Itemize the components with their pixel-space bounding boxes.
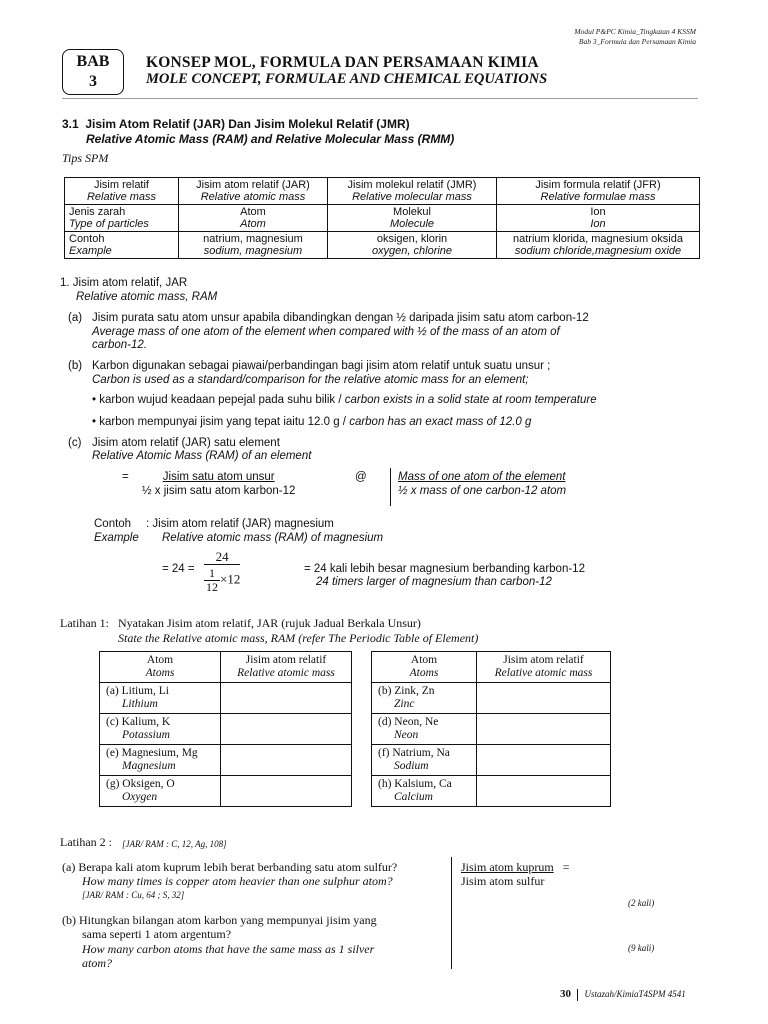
table-cell: oksigen, klorin oxygen, chlorine — [328, 232, 497, 259]
table-header-cell: Atom Atoms — [100, 652, 221, 683]
item1c-label: (c) — [68, 437, 82, 449]
exercise2b-english-2: atom? — [82, 956, 112, 970]
exercise2b-malay-1: (b) Hitungkan bilangan atom karbon yang mempunyai jisim yang — [62, 913, 377, 927]
table-cell: natrium, magnesium sodium, magnesium — [179, 232, 328, 259]
table-header-cell: Jisim molekul relatif (JMR) Relative molecular mass — [328, 178, 497, 205]
answer-cell[interactable] — [477, 776, 611, 807]
table-cell: Atom Atom — [179, 205, 328, 232]
section-number: 3.1 — [62, 117, 79, 131]
element-cell: (g) Oksigen, O Oxygen — [100, 776, 221, 807]
exercise2a-equals: = — [562, 860, 570, 874]
tips-spm-note: Tips SPM — [62, 151, 109, 165]
module-header-line2: Bab 3_Formula dan Persamaan Kimia — [578, 37, 696, 46]
table-header-cell: Atom Atoms — [372, 652, 477, 683]
element-cell: (b) Zink, Zn Zinc — [372, 683, 477, 714]
exercise2a-note: [JAR/ RAM : Cu, 64 ; S, 32] — [82, 890, 185, 900]
table-header-row — [372, 652, 611, 683]
answer-cell[interactable] — [477, 683, 611, 714]
answer-area-divider — [451, 857, 452, 969]
item1b-bullet-2: • karbon mempunyai jisim yang tepat iaitu 12.0 g / carbon has an exact mass of 12.0 g — [92, 416, 532, 428]
element-cell: (c) Kalium, K Potassium — [100, 714, 221, 745]
answer-cell[interactable] — [221, 745, 352, 776]
formula-or-symbol: @ — [355, 471, 367, 483]
table-header-row — [65, 178, 700, 205]
exercise2b-answer: (9 kali) — [628, 943, 655, 953]
answer-cell[interactable] — [221, 776, 352, 807]
table-cell: natrium klorida, magnesium oksida sodium chloride,magnesium oxide — [497, 232, 700, 259]
example-text-malay: : Jisim atom relatif (JAR) magnesium — [146, 518, 334, 530]
table-row — [65, 205, 700, 232]
exercise2a-fraction-denominator: Jisim atom sulfur — [461, 874, 545, 888]
calculation-numerator: 24 — [204, 549, 240, 565]
formula-divider — [390, 468, 391, 506]
item1b-english: Carbon is used as a standard/comparison for the relative atomic mass for an element; — [92, 374, 529, 386]
table-row — [372, 745, 611, 776]
element-cell: (d) Neon, Ne Neon — [372, 714, 477, 745]
formula-english-denominator: ½ x mass of one carbon-12 atom — [398, 484, 567, 497]
table-cell: Ion Ion — [497, 205, 700, 232]
exercise2a-answer: (2 kali) — [628, 898, 655, 908]
table-row — [100, 714, 352, 745]
exercise1-table-left — [99, 651, 352, 807]
exercise2-label: Latihan 2 : — [60, 835, 112, 849]
item1b-bullet-1: • karbon wujud keadaan pepejal pada suhu bilik / carbon exists in a solid state at room temperature — [92, 394, 597, 406]
calculation-prefix: = 24 = — [162, 563, 195, 575]
example-label-english: Example — [94, 532, 139, 544]
calculation-denominator: $\frac{1}{12}$ ×12 — [206, 566, 241, 594]
formula-equals: = — [122, 471, 129, 483]
item1a-english-1: Average mass of one atom of the element when compared with ½ of the mass of an atom of — [92, 326, 560, 338]
formula-english-numerator: Mass of one atom of the element — [398, 471, 566, 483]
calculation-fraction — [204, 549, 240, 594]
example-label-malay: Contoh — [94, 518, 132, 530]
formula-numerator: Jisim satu atom unsur — [162, 471, 275, 483]
answer-cell[interactable] — [221, 714, 352, 745]
exercise1-table-right — [371, 651, 611, 807]
exercise2b-malay-2: sama seperti 1 atom argentum? — [82, 927, 232, 941]
table-row — [372, 714, 611, 745]
section-title-malay: Jisim Atom Relatif (JAR) Dan Jisim Molekul Relatif (JMR) — [85, 117, 410, 131]
exercise2b-english-1: How many carbon atoms that have the same mass as 1 silver — [82, 942, 375, 956]
module-header — [574, 27, 696, 47]
exercise1-instruction-malay: Nyatakan Jisim atom relatif, JAR (rujuk Jadual Berkala Unsur) — [118, 616, 421, 630]
chapter-box — [62, 49, 124, 95]
element-cell: (a) Litium, Li Lithium — [100, 683, 221, 714]
example-text-english: Relative atomic mass (RAM) of magnesium — [162, 532, 384, 544]
calculation-result-malay: = 24 kali lebih besar magnesium berbanding karbon-12 — [304, 563, 585, 575]
table-cell: Contoh Example — [65, 232, 179, 259]
header-divider — [62, 98, 698, 99]
table-row — [65, 232, 700, 259]
item1c-english: Relative Atomic Mass (RAM) of an element — [92, 450, 312, 462]
table-cell: Molekul Molecule — [328, 205, 497, 232]
answer-cell[interactable] — [477, 745, 611, 776]
answer-cell[interactable] — [477, 714, 611, 745]
item1c-malay: Jisim atom relatif (JAR) satu element — [92, 437, 280, 449]
item1-title: 1. Jisim atom relatif, JAR — [60, 277, 188, 289]
element-cell: (f) Natrium, Na Sodium — [372, 745, 477, 776]
formula-malay — [142, 471, 295, 498]
table-header-cell: Jisim atom relatif (JAR) Relative atomic mass — [179, 178, 328, 205]
table-row — [100, 745, 352, 776]
item1-title-english: Relative atomic mass, RAM — [76, 291, 218, 303]
table-cell: Jenis zarah Type of particles — [65, 205, 179, 232]
exercise2a-fraction — [461, 860, 569, 874]
calculation-result-english: 24 timers larger of magnesium than carbon-12 — [316, 576, 552, 588]
element-cell: (e) Magnesium, Mg Magnesium — [100, 745, 221, 776]
formula-english — [398, 471, 566, 498]
chapter-label: BAB — [76, 53, 110, 70]
exercise2a-english: How many times is copper atom heavier than one sulphur atom? — [82, 874, 393, 888]
item1b-malay: Karbon digunakan sebagai piawai/perbandingan bagi jisim atom relatif untuk suatu unsur ; — [92, 360, 551, 372]
table-row — [100, 776, 352, 807]
item1b-label: (b) — [68, 360, 83, 372]
table-row — [372, 776, 611, 807]
item1a-malay: Jisim purata satu atom unsur apabila dibandingkan dengan ½ daripada jisim satu atom carbon-12 — [92, 312, 589, 324]
page-footer — [560, 988, 696, 1001]
table-header-cell: Jisim formula relatif (JFR) Relative formulae mass — [497, 178, 700, 205]
chapter-title-malay: KONSEP MOL, FORMULA DAN PERSAMAAN KIMIA — [146, 54, 539, 71]
table-header-cell: Jisim atom relatif Relative atomic mass — [477, 652, 611, 683]
exercise1-label: Latihan 1: — [60, 616, 109, 630]
exercise2-note: [JAR/ RAM : C, 12, Ag, 108] — [122, 839, 227, 849]
table-row — [100, 683, 352, 714]
element-cell: (h) Kalsium, Ca Calcium — [372, 776, 477, 807]
exercise1-instruction-english: State the Relative atomic mass, RAM (refer The Periodic Table of Element) — [118, 631, 479, 645]
section-title-english: Relative Atomic Mass (RAM) and Relative Molecular Mass (RMM) — [86, 132, 455, 146]
table-header-row — [100, 652, 352, 683]
formula-denominator: ½ x jisim satu atom karbon-12 — [142, 484, 296, 497]
page-number: 30 — [560, 988, 571, 1000]
footer-text: Ustazah/KimiaT4SPM 4541 — [584, 989, 686, 999]
module-header-line1: Modul P&PC Kimia_Tingkatan 4 KSSM — [574, 27, 696, 36]
section-heading — [62, 117, 454, 147]
exercise2a-fraction-numerator: Jisim atom kuprum — [461, 860, 554, 874]
table-header-cell: Jisim relatif Relative mass — [65, 178, 179, 205]
item1a-label: (a) — [68, 312, 83, 324]
chapter-title-english: MOLE CONCEPT, FORMULAE AND CHEMICAL EQUATIONS — [146, 71, 548, 87]
table-row — [372, 683, 611, 714]
exercise2a-malay: (a) Berapa kali atom kuprum lebih berat berbanding satu atom sulfur? — [62, 860, 398, 874]
table-header-cell: Jisim atom relatif Relative atomic mass — [221, 652, 352, 683]
relative-mass-table — [64, 177, 700, 259]
chapter-number: 3 — [89, 73, 97, 90]
answer-cell[interactable] — [221, 683, 352, 714]
item1a-english-2: carbon-12. — [92, 339, 147, 351]
